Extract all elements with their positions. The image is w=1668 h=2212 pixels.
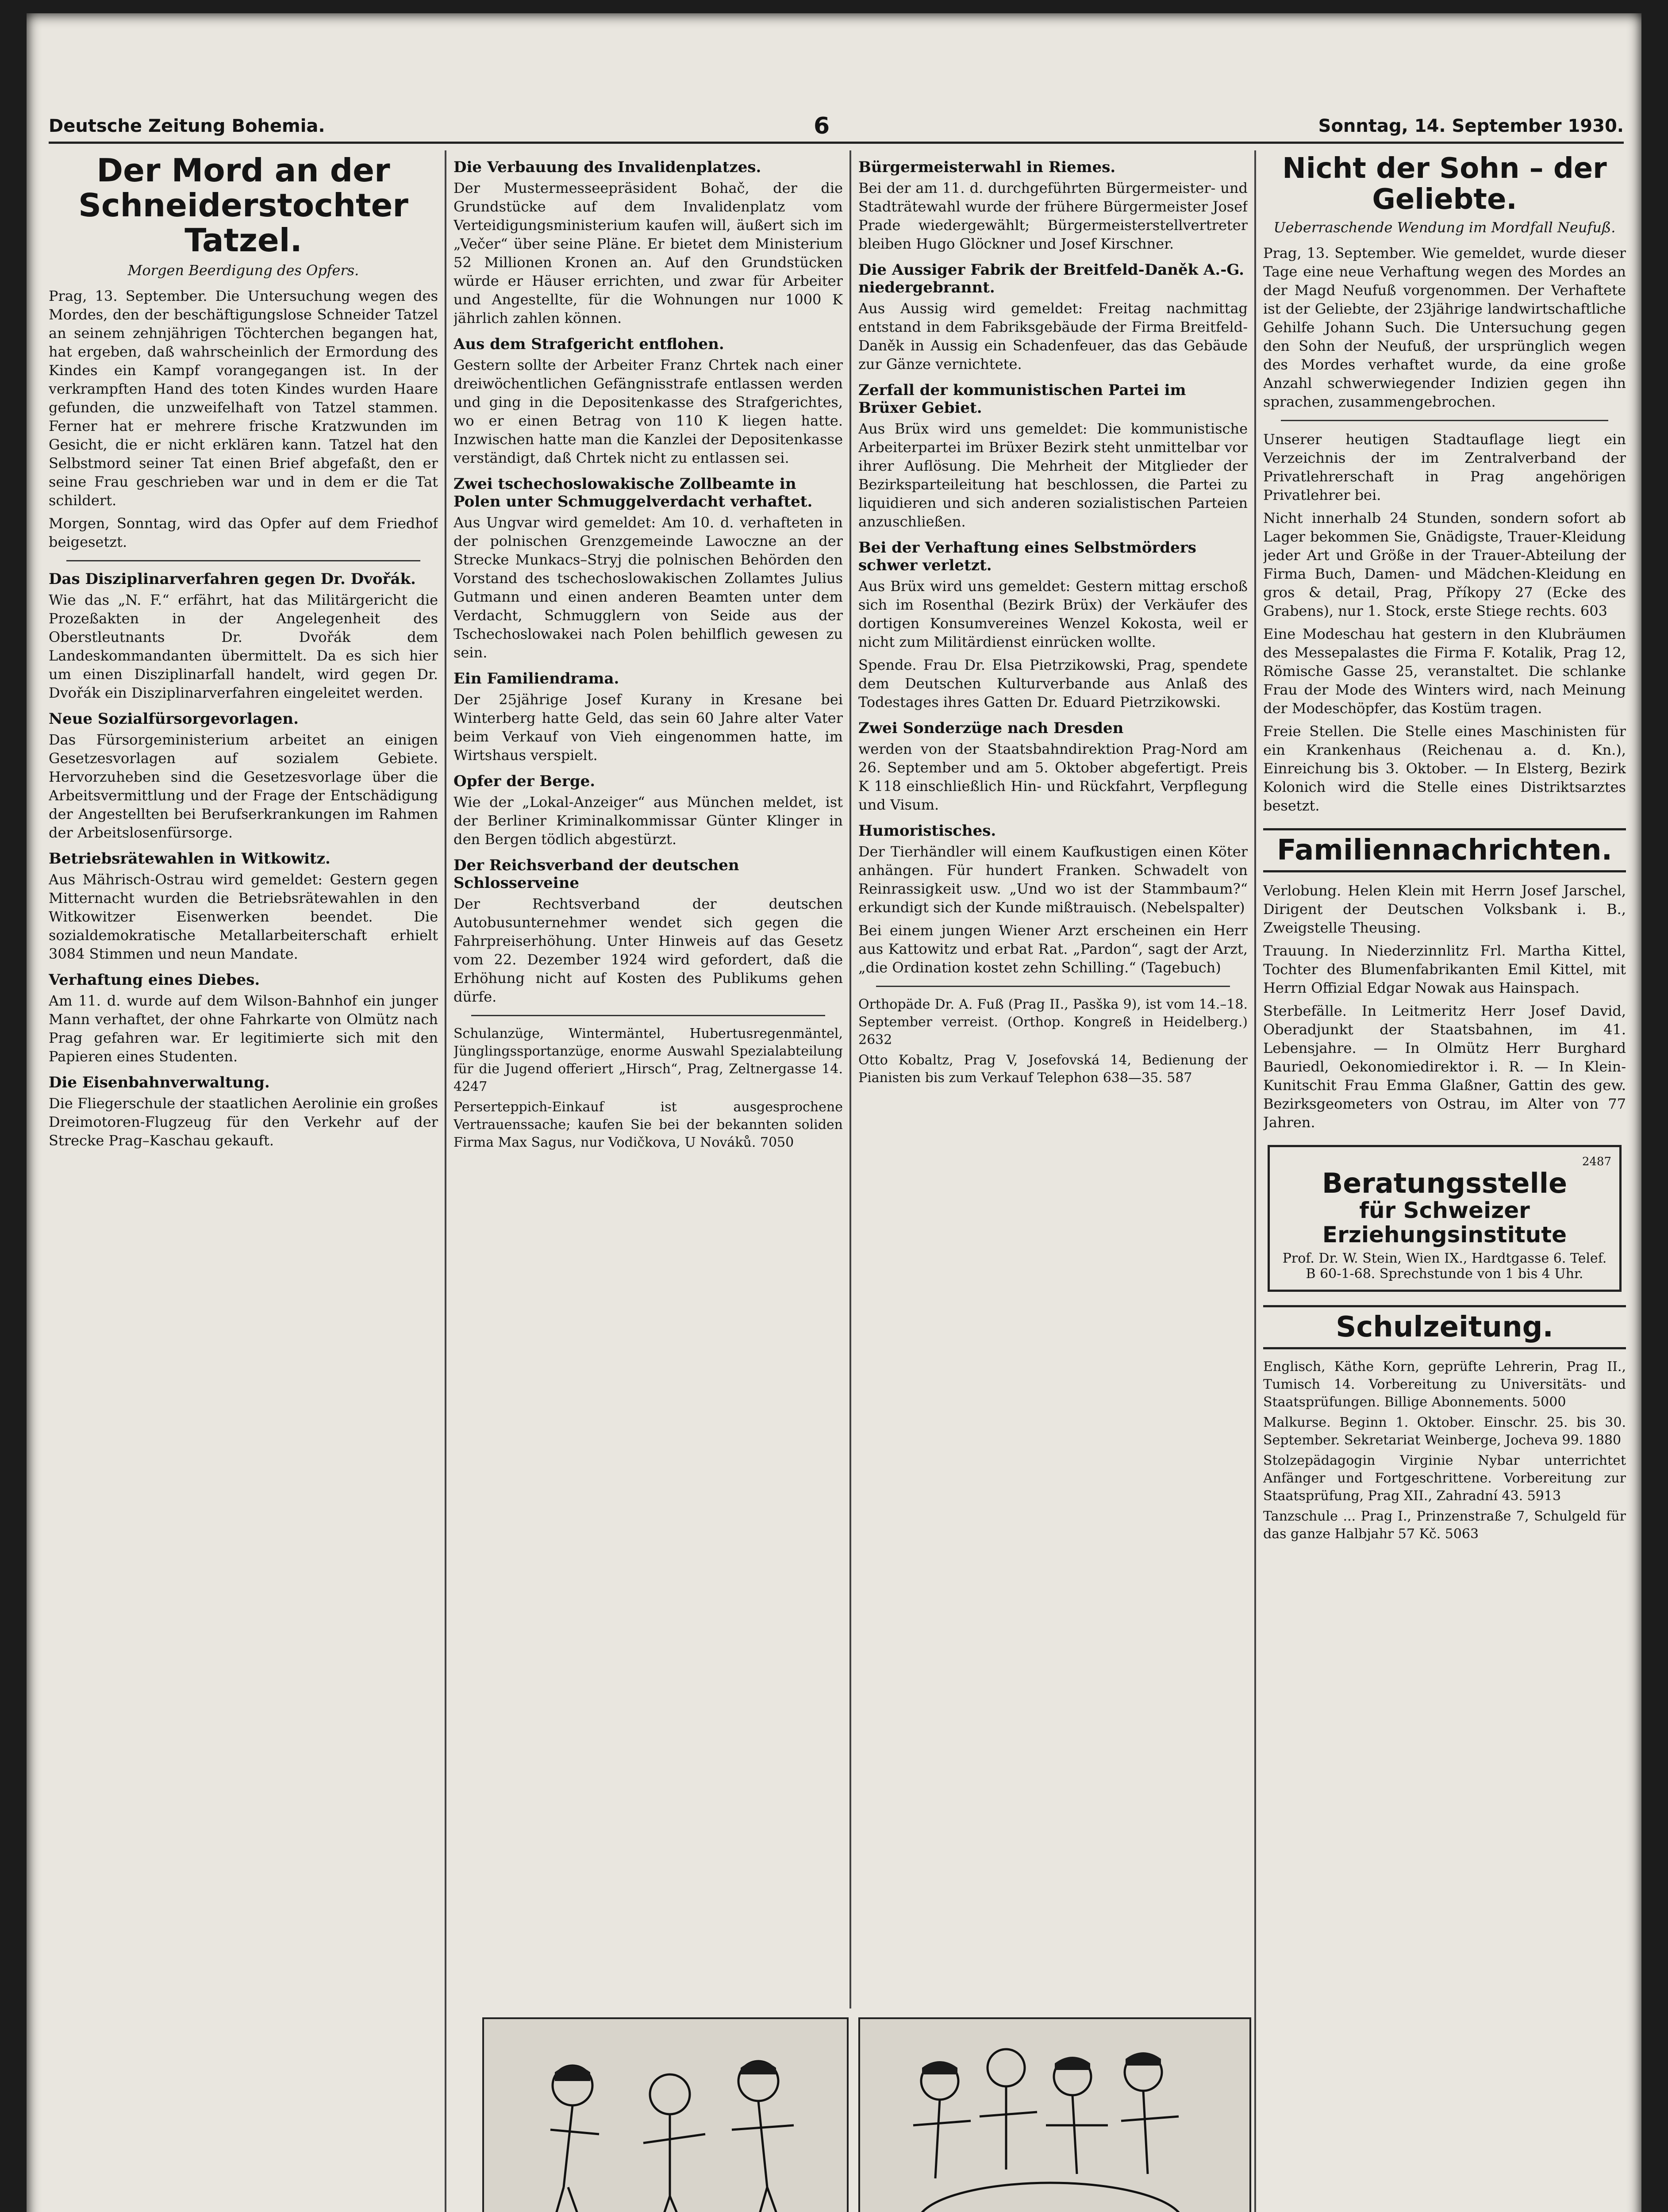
article-subhead: Morgen Beerdigung des Opfers. bbox=[127, 261, 359, 279]
article-heading: Verhaftung eines Diebes. bbox=[49, 971, 260, 989]
divider bbox=[66, 560, 420, 561]
advertisement-box bbox=[1268, 1145, 1622, 1292]
newspaper-page bbox=[27, 13, 1641, 2212]
article-text: Aus Mährisch-Ostrau wird gemeldet: Gestern gegen Mitternacht wurden die Betriebsrätewahlen in den Witkowitzer Eisenwerken beendet. Die sozialdemokratische Metallarbeiterschaft erhielt 3084 Stimmen und neun Mandate. bbox=[49, 871, 438, 962]
family-news-heading: Familiennachrichten. bbox=[1263, 828, 1626, 872]
article-text: Nicht innerhalb 24 Stunden, sondern sofort ab Lager bekommen Sie, Gnädigste, Trauer-Kleidung jeder Art und Größe in der Trauer-Abteilung der Firma Buch, Damen- und Mädchen-Kleidung en gros & detail, Prag, Příkopy 27 (Ecke des Grabens), nur 1. Stock, erste Stiege rechts. 603 bbox=[1263, 509, 1626, 619]
school-notice: Malkurse. Beginn 1. Oktober. Einschr. 25. bis 30. September. Sekretariat Weinberge, Jocheva 99. 1880 bbox=[1263, 1414, 1626, 1448]
cartoon-1 bbox=[482, 2017, 849, 2212]
article-text: Unserer heutigen Stadtauflage liegt ein Verzeichnis der im Zentralverband der Privatlehrerschaft in Prag angehörigen Privatlehrer bei. bbox=[1263, 430, 1626, 503]
ad-number: 2487 bbox=[1582, 1155, 1611, 1168]
article-heading: Humoristisches. bbox=[858, 822, 996, 840]
article-text: Gestern sollte der Arbeiter Franz Chrtek nach einer dreiwöchentlichen Gefängnisstrafe entlassen werden und ging in die Depositenkasse des Strafgerichtes, wo er einen Betrag von 110 K liegen hatte. Inzwischen hatte man die Kanzlei der Depositenkasse verständigt, daß Chrtek nicht zu entlassen sei. bbox=[454, 357, 843, 466]
column-4 bbox=[1263, 150, 1626, 2212]
article-text: Prag, 13. September. Wie gemeldet, wurde dieser Tage eine neue Verhaftung wegen des Mordes an der Magd Neufuß vorgenommen. Der Verhaftete ist der Geliebte, der 23jährige landwirtschaftliche Gehilfe Johann Such. Die Untersuchung gegen den Sohn der Neufuß, der ursprünglich wegen des Mordes verhaftet wurde, da eine große Anzahl schwerwiegender Indizien gegen ihn sprachen, zusammengebrochen. bbox=[1263, 244, 1626, 410]
cartoon-drawing bbox=[484, 2019, 847, 2212]
article-text: Wie der „Lokal-Anzeiger“ aus München meldet, ist der Berliner Kriminalkommissar Günter Klinger in den Bergen tödlich abgestürzt. bbox=[454, 794, 843, 848]
newspaper-title: Deutsche Zeitung Bohemia. bbox=[49, 116, 325, 136]
article-text: Am 11. d. wurde auf dem Wilson-Bahnhof ein junger Mann verhaftet, der ohne Fahrkarte von Olmütz nach Prag gefahren war. Er legitimierte sich mit den Papieren eines Studenten. bbox=[49, 992, 438, 1065]
article-text: Bei einem jungen Wiener Arzt erscheinen ein Herr aus Kattowitz und erbat Rat. „Pardon“, sagt der Arzt, „die Ordination kostet zehn Schilling.“ (Tagebuch) bbox=[858, 922, 1248, 976]
article-text: Der 25jährige Josef Kurany in Kresane bei Winterberg hatte Geld, das sein 60 Jahre alter Vater beim Verkauf von Vieh eingenommen hatte, im Wirtshaus verspielt. bbox=[454, 691, 843, 764]
article-text: Die Fliegerschule der staatlichen Aerolinie ein großes Dreimotoren-Flugzeug für den Verkehr auf der Strecke Prag–Kaschau gekauft. bbox=[49, 1094, 438, 1149]
school-notice: Tanzschule ... Prag I., Prinzenstraße 7, Schulgeld für das ganze Halbjahr 57 Kč. 5063 bbox=[1263, 1508, 1626, 1542]
article-text: Bei der am 11. d. durchgeführten Bürgermeister- und Stadträtewahl wurde der frühere Bürgermeister Josef Prade wiedergewählt; Bürgermeisterstellvertreter bleiben Hugo Glöckner und Josef Kirschner. bbox=[858, 180, 1248, 252]
column-rule bbox=[1254, 150, 1256, 2212]
article-heading: Die Verbauung des Invalidenplatzes. bbox=[454, 158, 761, 176]
family-notice: Sterbefälle. In Leitmeritz Herr Josef David, Oberadjunkt der Staatsbahnen, im 41. Lebensjahre. — In Olmütz Herr Burghard Bauriedl, Oekonomiedirektor i. R. — In Klein-Kunitschit Frau Emma Glaßner, Gattin des gew. Bezirksgeometers von Ostrau, im Alter von 77 Jahren. bbox=[1263, 1002, 1626, 1131]
article-heading: Ein Familiendrama. bbox=[454, 670, 619, 687]
article-heading: Betriebsrätewahlen in Witkowitz. bbox=[49, 849, 331, 868]
ad-contact: Prof. Dr. W. Stein, Wien IX., Hardtgasse 6. Telef. B 60-1-68. Sprechstunde von 1 bis 4 Uhr. bbox=[1282, 1250, 1607, 1282]
family-notice: Trauung. In Niederzinnlitz Frl. Martha Kittel, Tochter des Blumenfabrikanten Emil Kittel, mit Herrn Offizial Edgar Nowak aus Hainspach. bbox=[1263, 942, 1626, 996]
article-heading: Zwei Sonderzüge nach Dresden bbox=[858, 719, 1124, 737]
cartoon-2 bbox=[858, 2017, 1251, 2212]
family-notice: Verlobung. Helen Klein mit Herrn Josef Jarschel, Dirigent der Deutschen Volksbank i. B., Zweigstelle Theusing. bbox=[1263, 882, 1626, 936]
ad-title: Beratungsstelle bbox=[1322, 1167, 1568, 1199]
article-heading: Das Disziplinarverfahren gegen Dr. Dvořák. bbox=[49, 570, 416, 588]
article-headline: Der Mord an der Schneiderstochter Tatzel. bbox=[78, 152, 408, 259]
column-rule bbox=[445, 150, 446, 2212]
page-header bbox=[49, 111, 1624, 144]
article-text: Prag, 13. September. Die Untersuchung wegen des Mordes, den der beschäftigungslose Schneider Tatzel an seinem zehnjährigen Töchterchen begangen hat, hat ergeben, daß wahrscheinlich der Ermordung des Kindes ein Kampf vorangegangen ist. In der verkrampften Hand des toten Kindes wurden Haare gefunden, die unzweifelhaft von Tatzel stammen. Ferner hat er mehrere frische Kratzwunden im Gesicht, die er nicht erklären kann. Tatzel hat den Selbstmord seiner Tat einen Brief abgefaßt, den er seine Frau geschrieben war und in dem er die Tat schildert. bbox=[49, 287, 438, 509]
school-notice: Stolzepädagogin Virginie Nybar unterrichtet Anfänger und Fortgeschrittene. Vorbereitung zur Staatsprüfung, Prag XII., Zahradní 43. 5913 bbox=[1263, 1452, 1626, 1504]
article-text: Wie das „N. F.“ erfährt, hat das Militärgericht die Prozeßakten in der Angelegenheit des Oberstleutnants Dr. Dvořák dem Landeskommandanten übermittelt. Da es sich hier um einen Disziplinarfall handelt, wird gegen Dr. Dvořák ein Disziplinarverfahren eingeleitet werden. bbox=[49, 591, 438, 701]
advertisement: Schulanzüge, Wintermäntel, Hubertusregenmäntel, Jünglingssportanzüge, enorme Auswahl Spezialabteilung für die Jugend offeriert „Hirsch“, Prag, Zeltnergasse 14. 4247 bbox=[454, 1026, 843, 1094]
article-heading: Neue Sozialfürsorgevorlagen. bbox=[49, 710, 299, 728]
article-text: Der Tierhändler will einem Kaufkustigen einen Köter anhängen. Für hundert Franken. Schwadelt von Reinrassigkeit usw. „Und wo ist der Stammbaum?“ erkundigt sich der Kunde mißtrauisch. (Nebelspalter) bbox=[858, 843, 1248, 916]
school-news-heading: Schulzeitung. bbox=[1263, 1305, 1626, 1349]
article-text: Der Mustermesseepräsident Bohač, der die Grundstücke auf dem Invalidenplatz vom Verteidigungsministerium kaufen will, äußert sich im „Večer“ über seine Pläne. Er bietet dem Ministerium 52 Millionen Kronen an. Auf den Grundstücken würde er Häuser errichten, und zwar für Arbeiter und Angestellte, für die Wohnungen nur 1000 K jährlich zahlen können. bbox=[454, 180, 843, 326]
article-text: Eine Modeschau hat gestern in den Klubräumen des Messepalastes die Firma F. Kotalik, Prag 12, Römische Gasse 25, veranstaltet. Die schlanke Frau der Mode des Winters wird, nach Meinung der Modeschöpfer, das Kostüm tragen. bbox=[1263, 625, 1626, 717]
cartoon-drawing bbox=[860, 2019, 1249, 2212]
advertisement: Perserteppich-Einkauf ist ausgesprochene Vertrauenssache; kaufen Sie bei der bekannten soliden Firma Max Sagus, nur Vodičkova, U Nováků. 7050 bbox=[454, 1099, 843, 1150]
article-text: Spende. Frau Dr. Elsa Pietrzikowski, Prag, spendete dem Deutschen Kulturverbande aus Anlaß des Todestages ihres Gatten Dr. Eduard Pietrzikowski. bbox=[858, 657, 1248, 710]
article-text: werden von der Staatsbahndirektion Prag-Nord am 26. September und am 5. Oktober abgefertigt. Preis K 118 einschließlich Hin- und Rückfahrt, Verpflegung und Visum. bbox=[858, 741, 1248, 813]
divider bbox=[1281, 420, 1608, 421]
article-text: Aus Brüx wird uns gemeldet: Gestern mittag erschoß sich im Rosenthal (Bezirk Brüx) der Verkäufer des dortigen Konsumvereines Wenzel Kokosta, weil er nicht zum Militärdienst einrücken wollte. bbox=[858, 578, 1248, 650]
article-heading: Die Aussiger Fabrik der Breitfeld-Daněk A.-G. niedergebrannt. bbox=[858, 261, 1244, 296]
page-number: 6 bbox=[814, 113, 830, 139]
article-heading: Zwei tschechoslowakische Zollbeamte in Polen unter Schmuggelverdacht verhaftet. bbox=[454, 475, 813, 511]
article-text: Das Fürsorgeministerium arbeitet an einigen Gesetzesvorlagen auf sozialem Gebiete. Hervorzuheben sind die Gesetzesvorlage über die Arbeitsvermittlung und der Frage der Entschädigung der Angestellten bei Berufserkrankungen im Rahmen der Arbeitslosenfürsorge. bbox=[49, 731, 438, 841]
article-text: Der Rechtsverband der deutschen Autobusunternehmer wendet sich gegen die Fahrpreiserhöhung. Unter Hinweis auf das Gesetz vom 22. Dezember 1924 wird gefordert, daß die Erhöhung nicht auf Kosten des Publikums gehen dürfe. bbox=[454, 895, 843, 1005]
article-text: Aus Brüx wird uns gemeldet: Die kommunistische Arbeiterpartei im Brüxer Bezirk steht unmittelbar vor ihrer Auflösung. Die Mehrheit der Mitglieder der Bezirksparteileitung hat beschlossen, die Partei zu liquidieren und sich anderen sozialistischen Parteien anzuschließen. bbox=[858, 420, 1248, 530]
article-subhead: Ueberraschende Wendung im Mordfall Neufuß. bbox=[1273, 219, 1616, 236]
article-text: Freie Stellen. Die Stelle eines Maschinisten für ein Krankenhaus (Reichenau a. d. Kn.), Einreichung bis 3. Oktober. — In Elsterg, Bezirk Kolonich wird die Stelle eines Distriktsarztes besetzt. bbox=[1263, 722, 1626, 814]
article-headline: Nicht der Sohn – der Geliebte. bbox=[1282, 152, 1607, 216]
column-3 bbox=[858, 150, 1248, 2008]
column-2 bbox=[454, 150, 843, 2008]
ad-title-2: für Schweizer Erziehungsinstitute bbox=[1322, 1197, 1567, 1248]
school-notice: Englisch, Käthe Korn, geprüfte Lehrerin, Prag II., Tumisch 14. Vorbereitung zu Universitäts- und Staatsprüfungen. Billige Abonnements. 5000 bbox=[1263, 1359, 1626, 1410]
article-heading: Bei der Verhaftung eines Selbstmörders schwer verletzt. bbox=[858, 539, 1196, 574]
column-rule bbox=[849, 150, 851, 2008]
article-heading: Opfer der Berge. bbox=[454, 772, 596, 790]
column-1 bbox=[49, 150, 438, 2212]
article-text: Aus Aussig wird gemeldet: Freitag nachmittag entstand in dem Fabriksgebäude der Firma Breitfeld-Daněk in Aussig ein Schadenfeuer, das das Gebäude zur Gänze vernichtete. bbox=[858, 300, 1248, 373]
article-heading: Bürgermeisterwahl in Riemes. bbox=[858, 158, 1116, 176]
divider bbox=[471, 1015, 825, 1016]
issue-date: Sonntag, 14. September 1930. bbox=[1318, 116, 1624, 136]
article-heading: Aus dem Strafgericht entflohen. bbox=[454, 335, 724, 353]
advertisement: Otto Kobaltz, Prag V, Josefovská 14, Bedienung der Pianisten bis zum Verkauf Telephon 638—35. 587 bbox=[858, 1052, 1248, 1086]
article-heading: Der Reichsverband der deutschen Schlosserveine bbox=[454, 856, 739, 892]
article-text: Morgen, Sonntag, wird das Opfer auf dem Friedhof beigesetzt. bbox=[49, 515, 438, 550]
divider bbox=[876, 986, 1230, 987]
article-text: Aus Ungvar wird gemeldet: Am 10. d. verhafteten in der polnischen Grenzgemeinde Lawoczne an der Strecke Munkacs–Stryj die polnischen Behörden den Vorstand des tschechoslowakischen Zollamtes Julius Gutmann und einen anderen Beamten unter dem Verdacht, Schmugglern von Seide aus der Tschechoslowakei nach Polen behilflich gewesen zu sein. bbox=[454, 514, 843, 661]
article-heading: Die Eisenbahnverwaltung. bbox=[49, 1073, 270, 1091]
advertisement: Orthopäde Dr. A. Fuß (Prag II., Pasška 9), ist vom 14.–18. September verreist. (Orthop. Kongreß in Heidelberg.) 2632 bbox=[858, 997, 1248, 1048]
article-heading: Zerfall der kommunistischen Partei im Brüxer Gebiet. bbox=[858, 381, 1186, 417]
